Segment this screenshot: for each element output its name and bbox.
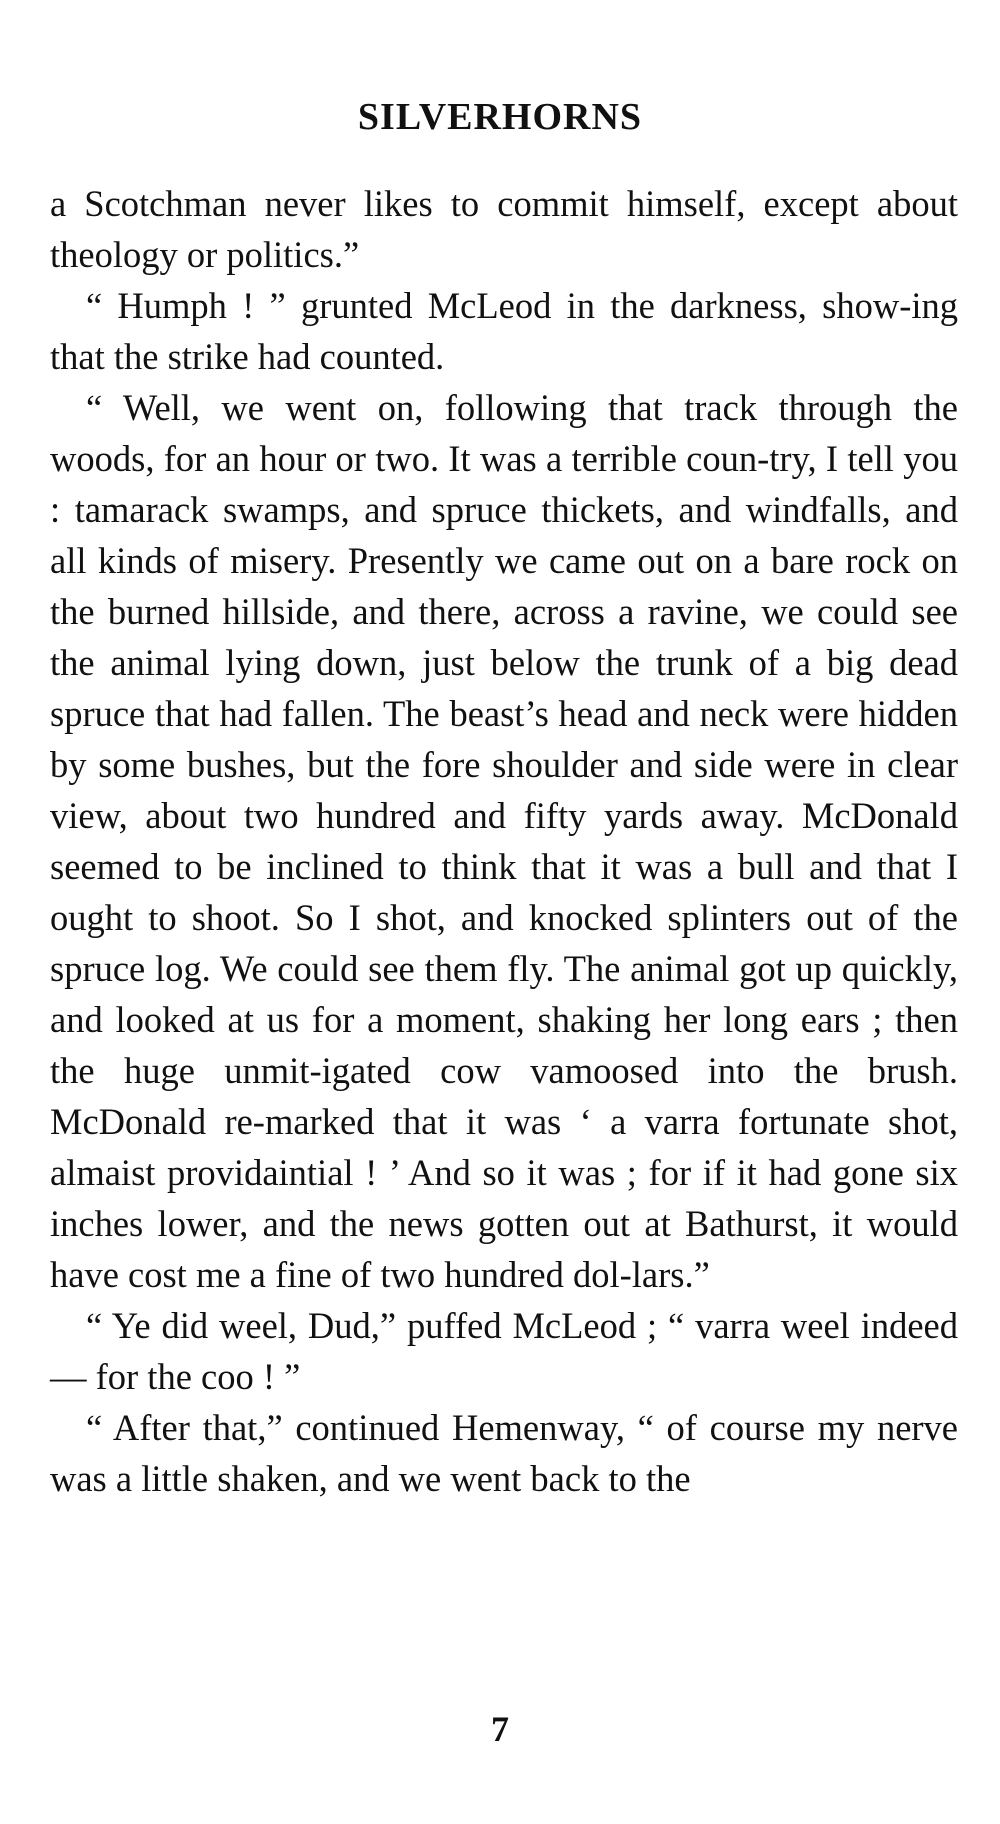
paragraph-2: “ Humph ! ” grunted McLeod in the darkness, show-ing that the strike had counted.	[50, 285, 958, 377]
page-number: 7	[491, 1709, 509, 1749]
running-head: SILVERHORNS	[357, 96, 643, 138]
paragraph-5: “ After that,” continued Hemenway, “ of course my nerve was a little shaken, and we went back to the	[50, 1407, 958, 1499]
paragraph-3: “ Well, we went on, following that track through the woods, for an hour or two. It was a terrible coun-try, I tell you : tamarack swamps, and spruce thickets, and windfalls, and all kinds of misery. Presently we came out on a bare rock on the burned hillside, and there, across a ravine, we could see the animal lying down, just below the trunk of a big dead spruce that had fallen. The beast’s head and neck were hidden by some bushes, but the fore shoulder and side were in clear view, about two hundred and fifty yards away. McDonald seemed to be inclined to think that it was a bull and that I ought to shoot. So I shot, and knocked splinters out of the spruce log. We could see them fly. The animal got up quickly, and looked at us for a moment, shaking her long ears ; then the huge unmit-igated cow vamoosed into the brush. McDonald re-marked that it was ‘ a varra fortunate shot, almaist providaintial ! ’ And so it was ; for if it had gone six inches lower, and the news gotten out at Bathurst, it would have cost me a fine of two hundred dol-lars.”	[50, 387, 958, 1295]
paragraph-4: “ Ye did weel, Dud,” puffed McLeod ; “ varra weel indeed — for the coo ! ”	[50, 1305, 958, 1397]
paragraph-1: a Scotchman never likes to commit himself, except about theology or politics.”	[50, 183, 958, 275]
body-text	[50, 178, 958, 1504]
